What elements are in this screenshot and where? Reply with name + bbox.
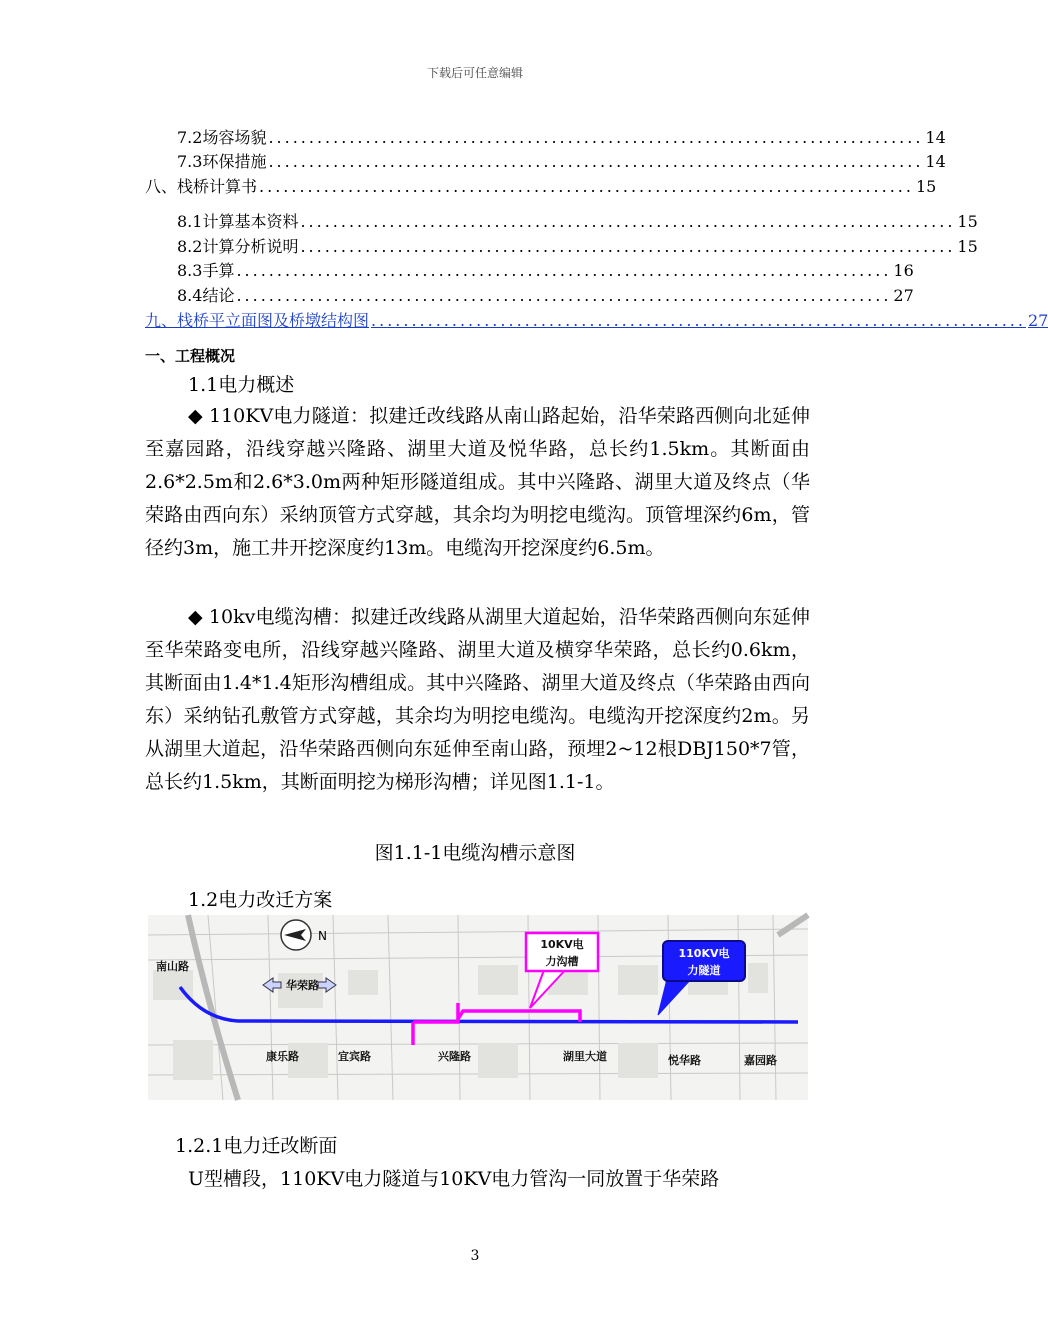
toc-label: 九、栈桥平立面图及桥墩结构图 [145,311,370,330]
figure-caption: 图1.1-1电缆沟槽示意图 [374,842,576,864]
toc-label: 8.3手算 [177,261,235,280]
svg-text:华荣路: 华荣路 [286,979,319,992]
svg-text:力隧道: 力隧道 [687,964,721,977]
svg-text:南山路: 南山路 [156,960,189,973]
page-number: 3 [470,1248,480,1264]
svg-text:宜宾路: 宜宾路 [338,1050,371,1063]
toc-item[interactable]: 7.2场容场貌 ................................................................................. 14 [177,128,946,147]
toc-label: 八、栈桥计算书 [145,177,258,196]
svg-text:兴隆路: 兴隆路 [438,1050,471,1063]
svg-text:康乐路: 康乐路 [266,1050,299,1063]
toc-item[interactable]: 8.2计算分析说明 ................................................................................. 15 [177,237,978,256]
paragraph: ◆ 110KV电力隧道：拟建迁改线路从南山路起始，沿华荣路西侧向北延伸至嘉园路，沿线穿越兴隆路、湖里大道及悦华路，总长约1.5km。其断面由2.6*2.5m和2.6*3.0m两种矩形隧道组成。其中兴隆路、湖里大道及终点（华荣路由西向东）采纳顶管方式穿越，其余均为明挖电缆沟。顶管埋深约6m，管径约3m，施工井开挖深度约13m。电缆沟开挖深度约6.5m。 [145,405,810,559]
toc-page: 14 [925,128,946,147]
subsection-title: 1.2电力改迁方案 [188,889,333,911]
toc-label: 8.2计算分析说明 [177,237,299,256]
svg-text:嘉园路: 嘉园路 [744,1054,777,1067]
toc-item[interactable]: 8.4结论 ................................................................................. 27 [177,286,914,305]
toc-page: 15 [915,177,937,196]
svg-text:N: N [318,929,327,943]
paragraph: ◆ 10kv电缆沟槽：拟建迁改线路从湖里大道起始，沿华荣路西侧向东延伸至华荣路变电所，沿线穿越兴隆路、湖里大道及横穿华荣路，总长约0.6km，其断面由1.4*1.4矩形沟槽组成。其中兴隆路、湖里大道及终点（华荣路由西向东）采纳钻孔敷管方式穿越，其余均为明挖电缆沟。电缆沟开挖深度约2m。另从湖里大道起，沿华荣路西侧向东延伸至南山路，预埋2~12根DBJ150*7管，总长约1.5km，其断面明挖为梯形沟槽；详见图1.1-1。 [145,606,810,793]
paragraph: U型槽段，110KV电力隧道与10KV电力管沟一同放置于华荣路 [188,1168,720,1190]
route-map [148,915,808,1100]
page-header: 下载后可任意编辑 [426,66,523,80]
toc-label: 7.2场容场貌 [177,128,267,147]
toc-page: 27 [1027,311,1048,330]
toc-label: 7.3环保措施 [177,152,267,171]
toc-link[interactable]: 九、栈桥平立面图及桥墩结构图 ................................................................................. 27 [145,311,1048,330]
svg-text:10KV电: 10KV电 [540,938,584,951]
toc-page: 16 [893,261,914,280]
toc-page: 27 [893,286,914,305]
subsection-title: 1.1电力概述 [188,374,295,396]
toc-item[interactable]: 7.3环保措施 ................................................................................. 14 [177,152,946,171]
section-title: 一、工程概况 [145,347,236,365]
svg-text:力沟槽: 力沟槽 [545,955,579,968]
toc-item[interactable]: 八、栈桥计算书 ................................................................................. 15 [145,177,937,196]
toc-page: 15 [957,212,978,231]
svg-text:湖里大道: 湖里大道 [563,1050,607,1063]
toc-item[interactable]: 8.1计算基本资料 ................................................................................. 15 [177,212,978,231]
subsection-title: 1.2.1电力迁改断面 [175,1135,338,1157]
svg-text:110KV电: 110KV电 [678,947,730,960]
svg-text:悦华路: 悦华路 [668,1054,701,1067]
toc-page: 15 [957,237,978,256]
toc-label: 8.4结论 [177,286,235,305]
toc-label: 8.1计算基本资料 [177,212,299,231]
toc-item[interactable]: 8.3手算 ................................................................................. 16 [177,261,914,280]
toc-page: 14 [925,152,946,171]
